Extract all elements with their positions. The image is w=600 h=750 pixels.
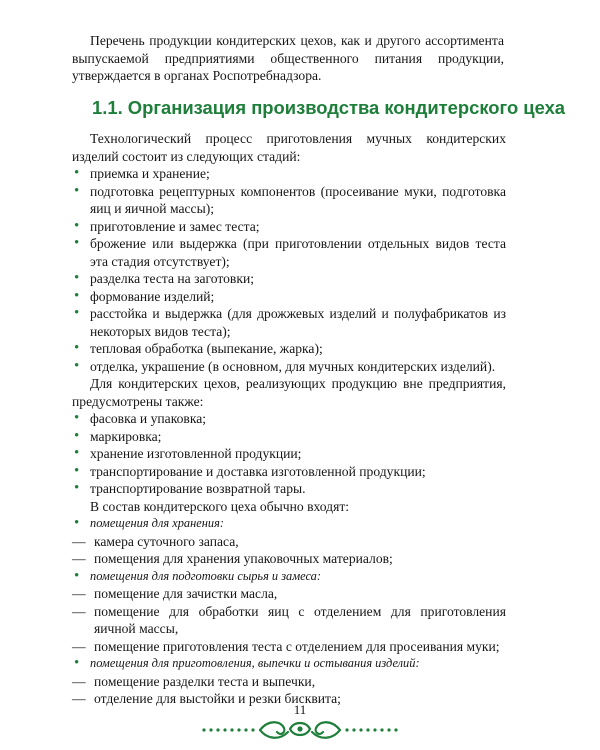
list-item [72, 183, 506, 218]
bullet-icon: • [74, 567, 80, 584]
list-item [72, 445, 506, 463]
dash-icon: — [72, 691, 86, 706]
external-intro-paragraph: Для кондитерских цехов, реализующих продукцию вне предприятия, предусмотрены также: [72, 376, 506, 409]
list-item [72, 235, 506, 270]
list-item [72, 533, 506, 551]
list-item-text: брожение или выдержка (при приготовлении отдельных видов теста эта стадия отсутствует); [90, 236, 506, 269]
list-item [72, 270, 506, 288]
external-stages-list [72, 410, 506, 498]
room-group-title: помещения для хранения: [90, 516, 224, 530]
room-items-storage [72, 533, 506, 568]
list-item-text: помещение для зачистки масла, [94, 586, 278, 601]
list-item [72, 480, 506, 498]
list-item [72, 410, 506, 428]
list-item [72, 165, 506, 183]
bullet-icon: • [74, 217, 80, 234]
list-item [72, 288, 506, 306]
list-item-text: фасовка и упаковка; [90, 411, 207, 426]
bullet-icon: • [74, 270, 80, 286]
list-item-text: транспортирование возвратной тары. [90, 481, 306, 496]
bullet-icon: • [74, 480, 80, 496]
dash-icon: — [72, 638, 86, 654]
list-item-text: подготовка рецептурных компонентов (просеивание муки, подготовка яиц и яичной массы); [90, 183, 506, 216]
room-group-baking [72, 655, 506, 673]
list-item-text: помещения для хранения упаковочных материалов; [94, 551, 393, 566]
room-group-storage [72, 515, 506, 533]
list-item-text: отделка, украшение (в основном, для мучных кондитерских изделий). [90, 358, 496, 374]
list-item [72, 305, 506, 340]
dash-icon: — [72, 603, 86, 619]
list-item [72, 428, 506, 446]
ornament-icon [198, 716, 402, 742]
bullet-icon: • [74, 410, 80, 426]
list-item-text: приготовление и замес теста; [90, 218, 260, 234]
list-item-text: транспортирование и доставка изготовленной продукции; [90, 463, 426, 479]
list-item-text: тепловая обработка (выпекание, жарка); [90, 341, 323, 356]
tech-intro-paragraph: Технологический процесс приготовления мучных кондитерских изделий состоит из следующих стадий: [72, 131, 506, 164]
room-items-preparation [72, 585, 506, 655]
list-item-text: расстойка и выдержка (для дрожжевых изделий и полуфабрикатов из некоторых видов теста); [90, 306, 506, 339]
list-item-text: разделка теста на заготовки; [90, 271, 255, 286]
list-item-text: формование изделий; [90, 288, 215, 304]
list-item [72, 585, 506, 603]
list-item [72, 673, 506, 691]
list-item [72, 358, 506, 376]
bullet-icon: • [74, 165, 80, 181]
room-group-title: помещения для приготовления, выпечки и остывания изделий: [90, 656, 420, 670]
bullet-icon: • [74, 445, 80, 461]
bullet-icon: • [74, 182, 80, 199]
room-group-title: помещения для подготовки сырья и замеса: [90, 568, 321, 583]
list-item-text: отделение для выстойки и резки бисквита; [94, 691, 341, 706]
bullet-icon: • [74, 515, 80, 531]
list-item [72, 340, 506, 358]
bullet-icon: • [74, 462, 80, 479]
intro-paragraph: Перечень продукции кондитерских цехов, как и другого ассортимента выпускаемой предприятиями общественного питания продукции, утверждается в органах Роспотребнадзора. [72, 33, 504, 83]
list-item-text: приемка и хранение; [90, 166, 210, 181]
list-item-text: помещение приготовления теста с отделением для просеивания муки; [94, 638, 500, 654]
bullet-icon: • [74, 287, 80, 304]
dash-icon: — [72, 551, 86, 566]
section-body [72, 130, 506, 708]
composition-intro-paragraph: В состав кондитерского цеха обычно входят: [90, 498, 350, 514]
list-item [72, 550, 506, 568]
list-item-text: помещение разделки теста и выпечки, [94, 673, 316, 689]
stages-list [72, 165, 506, 375]
list-item [72, 218, 506, 236]
bullet-icon: • [74, 357, 80, 374]
list-item-text: камера суточного запаса, [94, 533, 239, 549]
bullet-icon: • [74, 235, 80, 251]
list-item [72, 603, 506, 638]
dash-icon: — [72, 673, 86, 689]
list-item [72, 638, 506, 656]
dash-icon: — [72, 533, 86, 549]
list-item-text: хранение изготовленной продукции; [90, 446, 302, 461]
list-item-text: маркировка; [90, 428, 162, 444]
bullet-icon: • [74, 427, 80, 444]
bullet-icon: • [74, 305, 80, 321]
room-group-preparation [72, 568, 506, 586]
bullet-icon: • [74, 655, 80, 671]
dash-icon: — [72, 586, 86, 601]
page-number: 11 [293, 702, 307, 717]
list-item-text: помещение для обработки яиц с отделением для приготовления яичной массы, [94, 603, 506, 636]
list-item [72, 463, 506, 481]
bullet-icon: • [74, 340, 80, 356]
section-heading: 1.1. Организация производства кондитерского цеха [92, 97, 566, 118]
